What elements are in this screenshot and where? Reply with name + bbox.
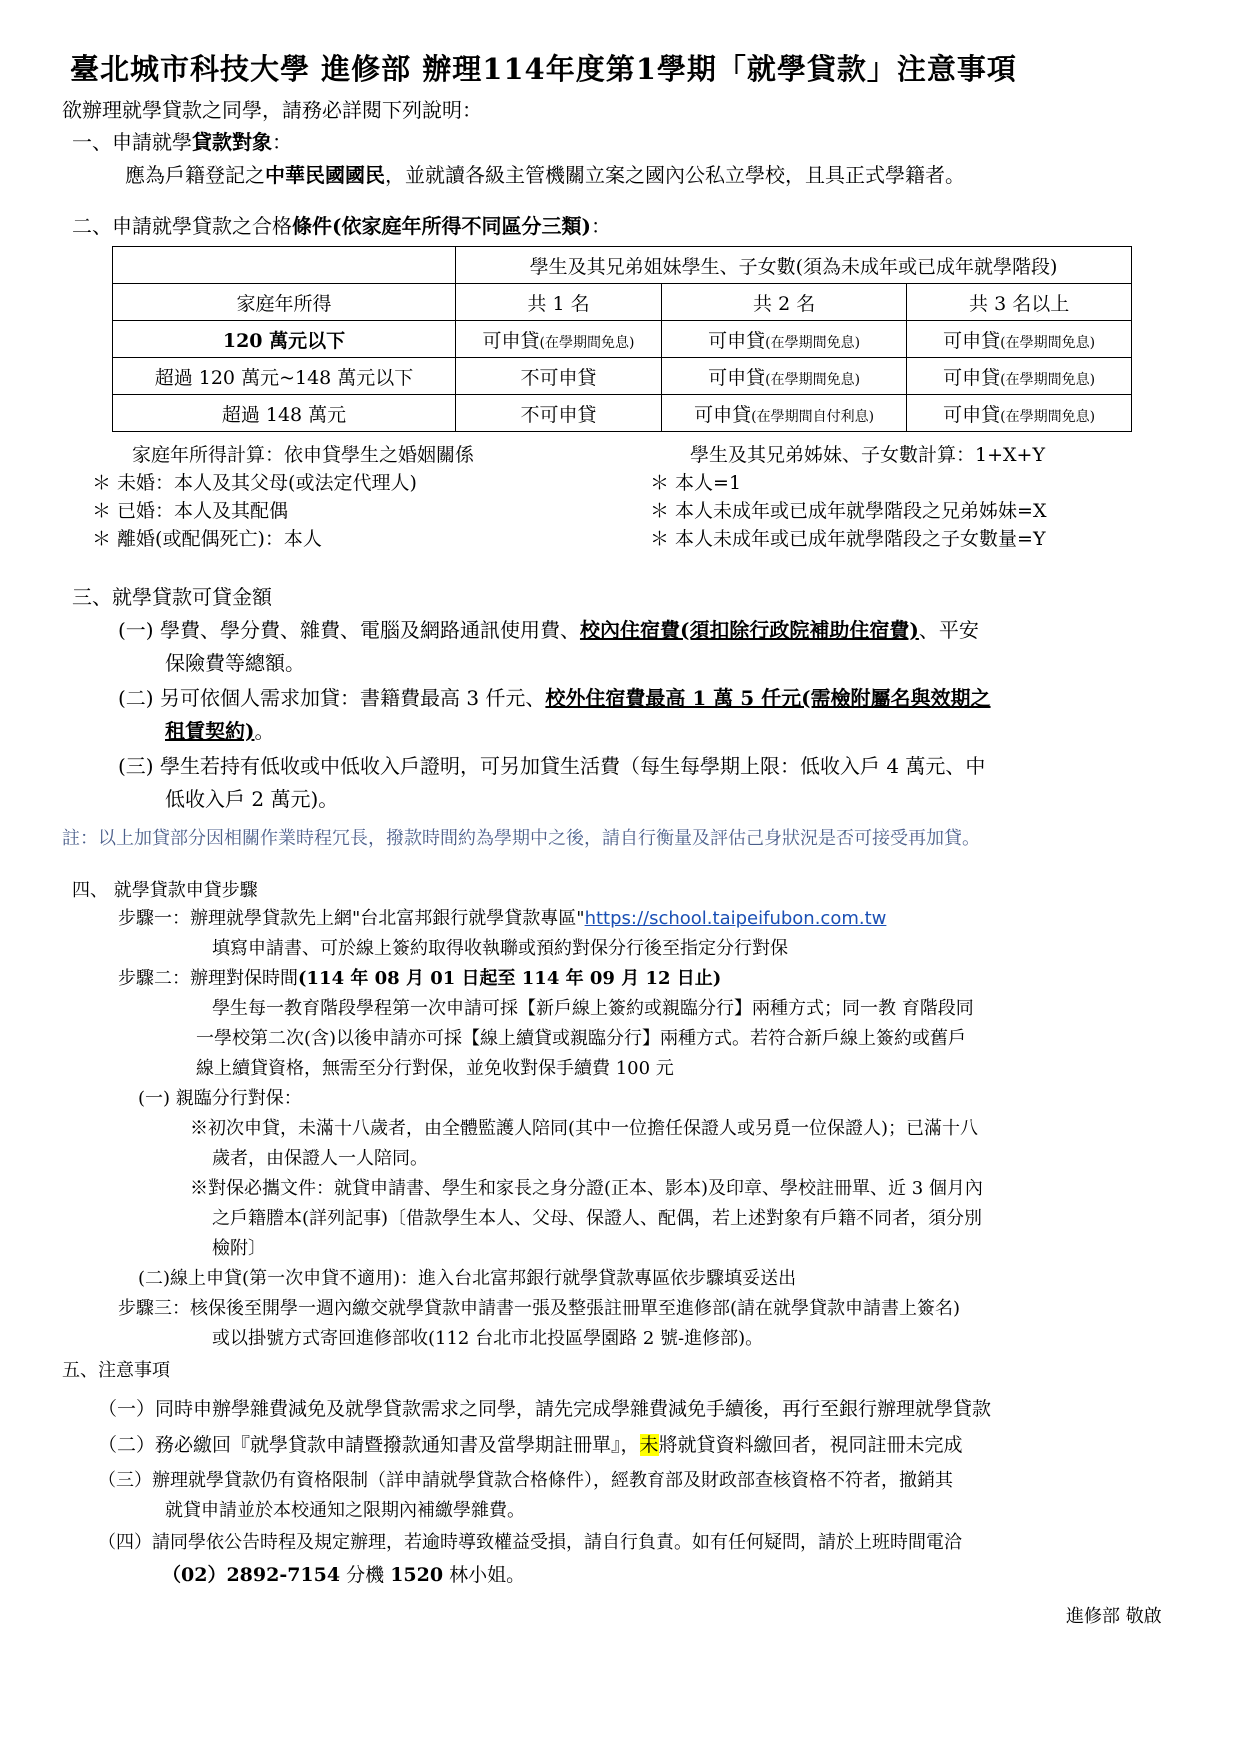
notice-item-2 (98, 1434, 963, 1457)
table-cell (662, 358, 907, 395)
notice-item-3: （三）辦理就學貸款仍有資格限制（詳申請就學貸款合格條件），經教育部及財政部查核資格不符者，撤銷其 (98, 1470, 953, 1491)
section-1-body (125, 163, 965, 187)
section-3-item-3: (三) 學生若持有低收或中低收入戶證明，可另加貸生活費（每生每學期上限：低收入戶 4 萬元、中 (118, 754, 986, 778)
section-2-heading (72, 214, 611, 238)
step-2-line: 線上續貸資格，無需至分行對保，並免收對保手續費 100 元 (196, 1058, 674, 1079)
notice-2-b: 將就貸資料繳回者，視同註冊未完成 (658, 1434, 963, 1456)
section-1-body-b: 中華民國國民 (265, 163, 385, 187)
table-cell-income: 超過 120 萬元~148 萬元以下 (113, 358, 456, 395)
in-person-item-cont: 檢附〕 (212, 1238, 266, 1259)
item-1-c: 、平安 (918, 618, 979, 642)
table-row (113, 321, 1132, 358)
section-1-heading-c: ： (272, 130, 292, 154)
step-3: 步驟三：核保後至開學一週內繳交就學貸款申請書一張及整張註冊單至進修部(請在就學貸款申請書上簽名) (118, 1298, 961, 1319)
contact-ext: 1520 (390, 1564, 444, 1586)
calc-right-item: ＊ 本人=1 (650, 472, 742, 494)
cell-value: 可申貸 (943, 403, 1001, 426)
step-2-line: 一學校第二次(含)以後申請亦可採【線上續貸或親臨分行】兩種方式。若符合新戶線上簽約或舊戶 (196, 1028, 967, 1049)
section-1-body-a: 應為戶籍登記之 (125, 163, 265, 187)
intro-text: 欲辦理就學貸款之同學，請務必詳閱下列說明： (62, 98, 482, 122)
item-1-b: 校內住宿費(須扣除行政院補助住宿費) (579, 618, 919, 642)
calc-left-item: ＊ 未婚：本人及其父母(或法定代理人) (92, 472, 417, 494)
cell-note: (在學期間免息) (539, 334, 635, 351)
notice-item-1: （一）同時申辦學雜費減免及就學貸款需求之同學，請先完成學雜費減免手續後，再行至銀行辦理就學貸款 (98, 1398, 992, 1420)
notice-2-highlight: 未 (639, 1434, 659, 1456)
contact-ext-label: 分機 (340, 1564, 391, 1586)
cell-value: 可申貸 (482, 329, 540, 352)
item-2-b: 校外住宿費最高 1 萬 5 仟元(需檢附屬名與效期之 (545, 686, 991, 710)
section-3-item-2 (118, 686, 991, 710)
section-1-heading (72, 130, 292, 154)
table-cell (907, 321, 1132, 358)
section-3-item-2-cont (165, 719, 274, 743)
cell-value: 可申貸 (694, 403, 752, 426)
cell-note: (在學期間免息) (1000, 371, 1096, 388)
section-1-body-c: ，並就讀各級主管機關立案之國內公私立學校，且具正式學籍者。 (385, 163, 965, 187)
cell-value: 不可申貸 (520, 366, 597, 389)
cell-value: 可申貸 (943, 329, 1001, 352)
contact-name: 林小姐。 (443, 1564, 526, 1586)
section-4-heading: 四、 就學貸款申貸步驟 (72, 880, 258, 901)
section-2-heading-b: 條件(依家庭年所得不同區分三類) (292, 214, 591, 238)
table-cell (456, 321, 662, 358)
step-2 (118, 968, 721, 990)
cell-value: 可申貸 (708, 329, 766, 352)
table-top-header: 學生及其兄弟姐妹學生、子女數(須為未成年或已成年就學階段) (456, 247, 1132, 284)
section-3-heading: 三、就學貸款可貸金額 (72, 585, 272, 609)
section-2-heading-c: ： (590, 214, 611, 238)
step-1-text: 步驟一：辦理就學貸款先上網"台北富邦銀行就學貸款專區" (118, 908, 585, 929)
table-cell (456, 395, 662, 432)
calc-right-heading: 學生及其兄弟姊妹、子女數計算：1+X+Y (690, 444, 1045, 466)
step-2-text: 步驟二：辦理對保時間 (118, 968, 298, 989)
table-corner-cell (113, 247, 456, 284)
step-2-line: 學生每一教育階段學程第一次申請可採【新戶線上簽約或親臨分行】兩種方式；同一教 育階段同 (212, 998, 974, 1019)
calc-left-heading: 家庭年所得計算：依申貸學生之婚姻關係 (132, 444, 475, 466)
step-3-cont: 或以掛號方式寄回進修部收(112 台北市北投區學園路 2 號-進修部)。 (212, 1328, 764, 1349)
in-person-item: ※對保必攜文件：就貸申請書、學生和家長之身分證(正本、影本)及印章、學校註冊單、近 3 個月內 (190, 1178, 983, 1199)
section-3-item-3-cont: 低收入戶 2 萬元)。 (165, 787, 339, 811)
item-2-c: 租賃契約) (165, 719, 255, 743)
cell-note: (在學期間免息) (765, 371, 861, 388)
step-1-cont: 填寫申請書、可於線上簽約取得收執聯或預約對保分行後至指定分行對保 (212, 938, 788, 959)
note-text: 註：以上加貸部分因相關作業時程冗長，撥款時間約為學期中之後，請自行衡量及評估己身狀況是否可接受再加貸。 (62, 828, 980, 849)
table-cell (907, 358, 1132, 395)
calc-right-item: ＊ 本人未成年或已成年就學階段之子女數量=Y (650, 528, 1046, 550)
in-person-item-cont: 歲者，由保證人一人陪同。 (212, 1148, 428, 1169)
signature: 進修部 敬啟 (1066, 1606, 1162, 1627)
cell-value: 不可申貸 (520, 403, 597, 426)
fubon-school-link[interactable]: https://school.taipeifubon.com.tw (584, 908, 887, 929)
notice-item-3-cont: 就貸申請並於本校通知之限期內補繳學雜費。 (165, 1500, 525, 1521)
notice-item-4-cont (162, 1564, 525, 1587)
in-person-item: ※初次申貸，未滿十八歲者，由全體監護人陪同(其中一位擔任保證人或另覓一位保證人)；已滿十八 (190, 1118, 979, 1139)
loan-eligibility-table (112, 246, 1132, 432)
table-row (113, 395, 1132, 432)
cell-value: 可申貸 (708, 366, 766, 389)
notice-2-a: （二）務必繳回『就學貸款申請暨撥款通知書及當學期註冊單』， (98, 1434, 640, 1456)
step-1 (118, 908, 886, 930)
calc-left-item: ＊ 已婚：本人及其配偶 (92, 500, 289, 522)
table-col-3: 共 3 名以上 (907, 284, 1132, 321)
cell-note: (在學期間免息) (765, 334, 861, 351)
cell-note: (在學期間免息) (1000, 408, 1096, 425)
table-cell (662, 321, 907, 358)
table-cell-income: 超過 148 萬元 (113, 395, 456, 432)
calc-right-item: ＊ 本人未成年或已成年就學階段之兄弟姊妹=X (650, 500, 1047, 522)
table-cell (907, 395, 1132, 432)
section-1-heading-a: 一、申請就學 (72, 130, 192, 154)
table-subheader-row (113, 284, 1132, 321)
cell-note: (在學期間自付利息) (751, 408, 875, 425)
table-cell (662, 395, 907, 432)
section-1-heading-b: 貸款對象 (192, 130, 272, 154)
section-2-heading-a: 二、申請就學貸款之合格 (72, 214, 292, 238)
section-5-heading: 五、注意事項 (62, 1360, 170, 1381)
table-row (113, 358, 1132, 395)
calc-left-item: ＊ 離婚(或配偶死亡)：本人 (92, 528, 322, 550)
page-title: 臺北城市科技大學 進修部 辦理114年度第1學期「就學貸款」注意事項 (70, 52, 1017, 86)
cell-note: (在學期間免息) (1000, 334, 1096, 351)
table-col-1: 共 1 名 (456, 284, 662, 321)
table-cell (456, 358, 662, 395)
table-col-2: 共 2 名 (662, 284, 907, 321)
cell-value: 可申貸 (943, 366, 1001, 389)
table-col-income: 家庭年所得 (113, 284, 456, 321)
online-application: (二)線上申貸(第一次申貸不適用)：進入台北富邦銀行就學貸款專區依步驟填妥送出 (138, 1268, 797, 1289)
step-2-dates: (114 年 08 月 01 日起至 114 年 09 月 12 日止) (298, 968, 722, 989)
item-2-d: 。 (254, 719, 275, 743)
in-person-heading: (一) 親臨分行對保： (138, 1088, 302, 1109)
notice-item-4: （四）請同學依公告時程及規定辦理，若逾時導致權益受損，請自行負責。如有任何疑問，請於上班時間電洽 (98, 1532, 962, 1553)
contact-phone: （02）2892-7154 (162, 1564, 341, 1586)
item-1-a: (一) 學費、學分費、雜費、電腦及網路通訊使用費、 (118, 618, 580, 642)
section-3-item-1 (118, 618, 979, 642)
in-person-item-cont: 之戶籍謄本(詳列記事)〔借款學生本人、父母、保證人、配偶，若上述對象有戶籍不同者，須分別 (212, 1208, 983, 1229)
section-3-item-1-cont: 保險費等總額。 (165, 651, 305, 675)
item-2-a: (二) 另可依個人需求加貸：書籍費最高 3 仟元、 (118, 686, 546, 710)
table-cell-income: 120 萬元以下 (113, 321, 456, 358)
table-header-row (113, 247, 1132, 284)
